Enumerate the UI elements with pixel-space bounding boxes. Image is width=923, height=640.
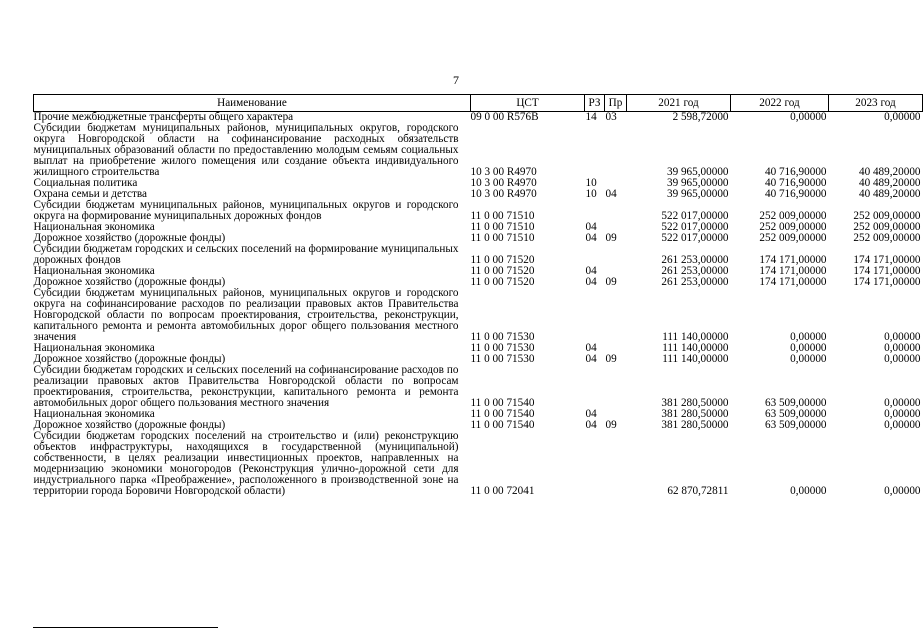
cell-2021: 111 140,00000 bbox=[662, 353, 729, 365]
cell-2023: 174 171,00000 bbox=[853, 276, 921, 288]
cell-name: Охрана семьи и детства bbox=[33, 188, 147, 200]
table-row bbox=[34, 365, 923, 409]
cell-rz: 04 bbox=[585, 419, 597, 431]
cell-pr bbox=[605, 200, 627, 222]
cell-rz: 04 bbox=[585, 408, 597, 420]
cell-cst: 11 0 00 71530 bbox=[470, 342, 535, 354]
cell-name: Дорожное хозяйство (дорожные фонды) bbox=[33, 419, 226, 431]
cell-2022: 63 509,00000 bbox=[764, 397, 827, 409]
cell-name: Прочие межбюджетные трансферты общего характера bbox=[33, 111, 294, 123]
cell-cst: 11 0 00 71540 bbox=[470, 419, 535, 431]
header-cst: ЦСТ bbox=[471, 95, 585, 112]
cell-2023: 40 489,20000 bbox=[858, 177, 921, 189]
cell-2022: 174 171,00000 bbox=[759, 254, 827, 266]
cell-name: Субсидии бюджетам муниципальных районов, муниципальных округов и городского округа на софинансирование расходов по реализации правовых актов Правительства Новгородской области по вопросам проектирования, строительства, реконструкции, капитального ремонта и ремонта автомобильных дорог общего пользования местного значения bbox=[33, 287, 459, 343]
cell-2023: 0,00000 bbox=[884, 408, 921, 420]
cell-cst: 10 3 00 R4970 bbox=[470, 166, 537, 178]
table-row bbox=[34, 431, 923, 497]
table-row bbox=[34, 200, 923, 222]
cell-2021: 261 253,00000 bbox=[661, 254, 729, 266]
cell-name: Национальная экономика bbox=[33, 342, 155, 354]
cell-2023: 252 009,00000 bbox=[853, 232, 921, 244]
cell-name: Национальная экономика bbox=[33, 408, 155, 420]
cell-rz bbox=[585, 200, 605, 222]
cell-pr bbox=[605, 123, 627, 178]
cell-rz: 04 bbox=[585, 353, 597, 365]
cell-2023: 0,00000 bbox=[884, 485, 921, 497]
header-name: Наименование bbox=[34, 95, 471, 112]
cell-pr bbox=[605, 288, 627, 343]
cell-name: Национальная экономика bbox=[33, 265, 155, 277]
cell-2023: 0,00000 bbox=[884, 419, 921, 431]
cell-cst: 11 0 00 71510 bbox=[470, 210, 535, 222]
cell-2023: 0,00000 bbox=[884, 353, 921, 365]
page-number: 7 bbox=[453, 73, 459, 87]
cell-2021: 381 280,50000 bbox=[661, 408, 729, 420]
cell-cst: 10 3 00 R4970 bbox=[470, 177, 537, 189]
cell-2022: 0,00000 bbox=[790, 353, 827, 365]
cell-cst: 11 0 00 71510 bbox=[470, 221, 535, 233]
cell-2022: 63 509,00000 bbox=[764, 408, 827, 420]
header-2022: 2022 год bbox=[731, 95, 829, 112]
cell-cst: 11 0 00 71520 bbox=[470, 276, 535, 288]
cell-pr: 09 bbox=[605, 353, 617, 365]
cell-rz bbox=[585, 244, 605, 266]
cell-pr: 04 bbox=[605, 188, 617, 200]
cell-pr bbox=[605, 365, 627, 409]
cell-2022: 174 171,00000 bbox=[759, 276, 827, 288]
cell-2022: 0,00000 bbox=[790, 331, 827, 343]
header-rz: РЗ bbox=[585, 95, 605, 112]
cell-2023: 0,00000 bbox=[884, 111, 921, 123]
cell-2023: 0,00000 bbox=[884, 342, 921, 354]
cell-2022: 252 009,00000 bbox=[759, 210, 827, 222]
cell-name: Субсидии бюджетам муниципальных районов, муниципальных округов и городского округа на формирование муниципальных дорожных фондов bbox=[33, 199, 459, 222]
cell-pr: 09 bbox=[605, 419, 617, 431]
cell-rz: 04 bbox=[585, 265, 597, 277]
cell-2021: 261 253,00000 bbox=[661, 265, 729, 277]
table-row bbox=[34, 244, 923, 266]
bottom-rule bbox=[33, 627, 218, 628]
cell-name: Дорожное хозяйство (дорожные фонды) bbox=[33, 232, 226, 244]
cell-2023: 40 489,20000 bbox=[858, 166, 921, 178]
cell-2022: 0,00000 bbox=[790, 485, 827, 497]
cell-cst: 11 0 00 71510 bbox=[470, 232, 535, 244]
cell-pr bbox=[605, 431, 627, 497]
cell-2021: 39 965,00000 bbox=[666, 188, 729, 200]
cell-rz: 14 bbox=[585, 111, 597, 123]
cell-cst: 11 0 00 71530 bbox=[470, 331, 535, 343]
cell-2022: 40 716,90000 bbox=[764, 177, 827, 189]
cell-pr bbox=[605, 244, 627, 266]
cell-2023: 174 171,00000 bbox=[853, 254, 921, 266]
cell-name: Субсидии бюджетам муниципальных районов, муниципальных округов, городского округа Новгородской области на софинансирование расходных обязательств муниципальных образований области по предоставлению молодым семьям социальных выплат на приобретение жилого помещения или создание объекта индивидуального жилищного строительства bbox=[33, 122, 459, 178]
cell-rz: 10 bbox=[585, 177, 597, 189]
table-row bbox=[34, 288, 923, 343]
cell-name: Дорожное хозяйство (дорожные фонды) bbox=[33, 276, 226, 288]
cell-2022: 174 171,00000 bbox=[759, 265, 827, 277]
cell-2022: 252 009,00000 bbox=[759, 232, 827, 244]
budget-table bbox=[33, 94, 923, 497]
cell-2022: 40 716,90000 bbox=[764, 166, 827, 178]
cell-2023: 0,00000 bbox=[884, 397, 921, 409]
cell-2022: 252 009,00000 bbox=[759, 221, 827, 233]
cell-2021: 2 598,72000 bbox=[672, 111, 729, 123]
cell-name: Субсидии бюджетам городских и сельских поселений на софинансирование расходов по реализации правовых актов Правительства Новгородской области по вопросам проектирования, строительства, реконструкции, капитального ремонта и ремонта автомобильных дорог общего пользования местного значения bbox=[33, 364, 459, 409]
cell-2022: 40 716,90000 bbox=[764, 188, 827, 200]
cell-2021: 522 017,00000 bbox=[661, 221, 729, 233]
cell-rz: 04 bbox=[585, 232, 597, 244]
cell-2021: 39 965,00000 bbox=[666, 166, 729, 178]
cell-pr: 09 bbox=[605, 276, 617, 288]
cell-cst: 09 0 00 R576В bbox=[470, 111, 539, 123]
cell-name: Субсидии бюджетам городских и сельских поселений на формирование муниципальных дорожных фондов bbox=[33, 243, 459, 266]
cell-cst: 11 0 00 71530 bbox=[470, 353, 535, 365]
cell-2021: 381 280,50000 bbox=[661, 419, 729, 431]
cell-cst: 10 3 00 R4970 bbox=[470, 188, 537, 200]
cell-cst: 11 0 00 71520 bbox=[470, 254, 535, 266]
cell-cst: 11 0 00 71520 bbox=[470, 265, 535, 277]
cell-rz: 04 bbox=[585, 342, 597, 354]
cell-2022: 0,00000 bbox=[790, 111, 827, 123]
cell-2021: 381 280,50000 bbox=[661, 397, 729, 409]
table-row bbox=[34, 123, 923, 178]
cell-2022: 0,00000 bbox=[790, 342, 827, 354]
cell-2021: 62 870,72811 bbox=[667, 485, 729, 497]
table-header bbox=[34, 95, 923, 112]
cell-name: Социальная политика bbox=[33, 177, 138, 189]
table-body bbox=[34, 112, 923, 498]
cell-pr: 03 bbox=[605, 111, 617, 123]
cell-rz bbox=[585, 365, 605, 409]
cell-2023: 252 009,00000 bbox=[853, 210, 921, 222]
header-pr: Пр bbox=[605, 95, 627, 112]
cell-rz: 04 bbox=[585, 221, 597, 233]
cell-rz bbox=[585, 288, 605, 343]
cell-2023: 252 009,00000 bbox=[853, 221, 921, 233]
cell-2021: 111 140,00000 bbox=[662, 331, 729, 343]
cell-2021: 261 253,00000 bbox=[661, 276, 729, 288]
cell-2021: 111 140,00000 bbox=[662, 342, 729, 354]
cell-2021: 39 965,00000 bbox=[666, 177, 729, 189]
cell-2022: 63 509,00000 bbox=[764, 419, 827, 431]
cell-2021: 522 017,00000 bbox=[661, 232, 729, 244]
cell-rz bbox=[585, 123, 605, 178]
cell-cst: 11 0 00 72041 bbox=[470, 485, 535, 497]
cell-name: Дорожное хозяйство (дорожные фонды) bbox=[33, 353, 226, 365]
cell-2021: 522 017,00000 bbox=[661, 210, 729, 222]
cell-rz: 04 bbox=[585, 276, 597, 288]
header-2021: 2021 год bbox=[627, 95, 731, 112]
cell-pr: 09 bbox=[605, 232, 617, 244]
cell-cst: 11 0 00 71540 bbox=[470, 397, 535, 409]
cell-rz bbox=[585, 431, 605, 497]
cell-rz: 10 bbox=[585, 188, 597, 200]
cell-2023: 174 171,00000 bbox=[853, 265, 921, 277]
cell-2023: 0,00000 bbox=[884, 331, 921, 343]
cell-name: Субсидии бюджетам городских поселений на строительство и (или) реконструкцию объектов инфраструктуры, находящихся в государственной (муниципальной) собственности, в целях реализации инвестиционных проектов, направленных на модернизацию экономики моногородов (Реконструкция улично-дорожной сети для индустриального парка «Преображение», расположенного в производственной зоне на территории города Боровичи Новгородской области) bbox=[33, 430, 459, 497]
cell-2023: 40 489,20000 bbox=[858, 188, 921, 200]
cell-cst: 11 0 00 71540 bbox=[470, 408, 535, 420]
header-2023: 2023 год bbox=[829, 95, 923, 112]
cell-name: Национальная экономика bbox=[33, 221, 155, 233]
